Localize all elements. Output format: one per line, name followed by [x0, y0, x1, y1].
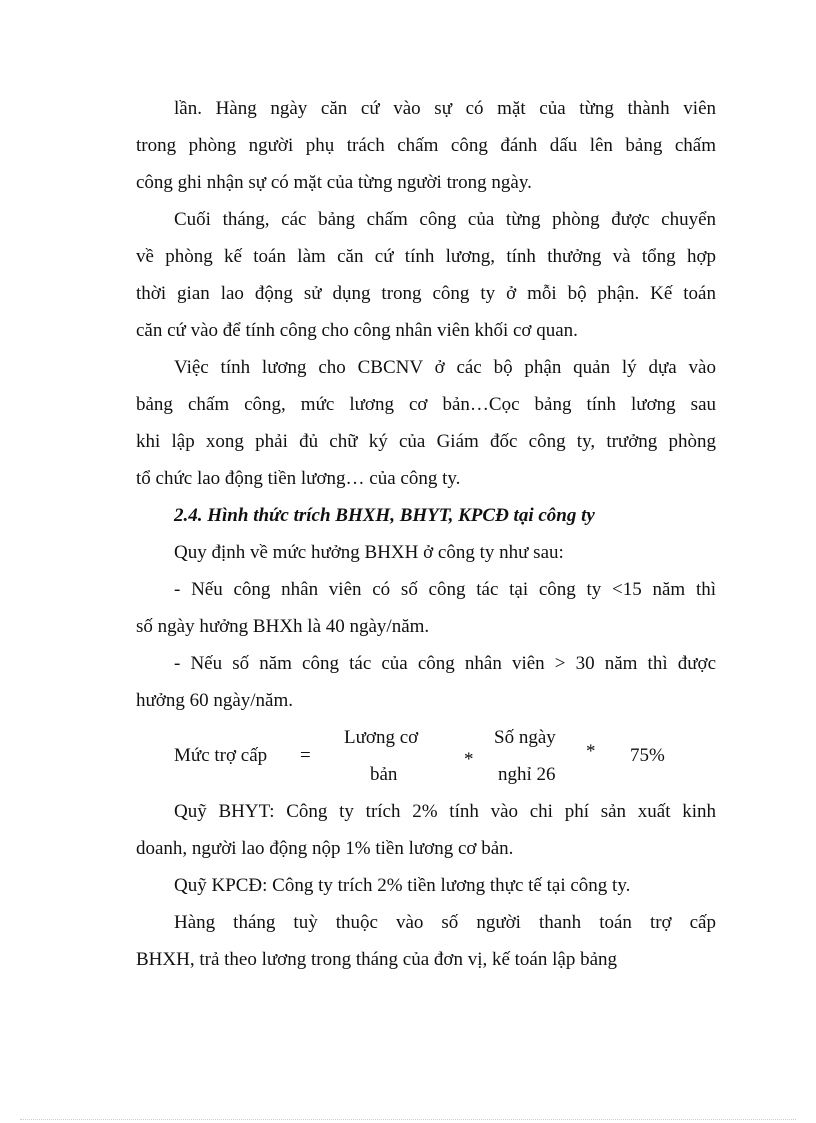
paragraph-attendance: [136, 90, 716, 201]
text-line: BHXH, trả theo lương trong tháng của đơn vị, kế toán lập bảng: [136, 949, 618, 970]
formula-term1-top: Lương cơ: [344, 727, 419, 748]
formula-multiply-2: *: [586, 741, 596, 762]
text-line: trong phòng người phụ trách chấm công đánh dấu lên bảng chấm: [136, 135, 716, 156]
text-line: Quỹ BHYT: Công ty trích 2% tính vào chi phí sản xuất kinh: [174, 801, 716, 822]
text-line: số ngày hưởng BHXh là 40 ngày/năm.: [136, 616, 430, 637]
paragraph-regulation-intro: Quy định về mức hưởng BHXH ở công ty như sau:: [174, 542, 564, 563]
paragraph-salary-calculation: [136, 349, 716, 497]
paragraph-kpcd: Quỹ KPCĐ: Công ty trích 2% tiền lương thực tế tại công ty.: [174, 875, 631, 896]
text-line: Hàng tháng tuỳ thuộc vào số người thanh toán trợ cấp: [174, 912, 716, 933]
text-line: căn cứ vào để tính công cho công nhân viên khối cơ quan.: [136, 320, 578, 341]
paragraph-bhyt: [136, 793, 716, 867]
text-line: khi lập xong phải đủ chữ ký của Giám đốc công ty, trưởng phòng: [136, 431, 716, 452]
text-line: doanh, người lao động nộp 1% tiền lương cơ bản.: [136, 838, 514, 859]
text-line: về phòng kế toán làm căn cứ tính lương, tính thưởng và tổng hợp: [136, 246, 716, 267]
text-line: Cuối tháng, các bảng chấm công của từng phòng được chuyển: [174, 209, 716, 230]
text-line: - Nếu công nhân viên có số công tác tại công ty <15 năm thì: [174, 579, 716, 600]
formula-term2-bottom: nghỉ 26: [498, 764, 556, 785]
text-line: tổ chức lao động tiền lương… của công ty.: [136, 468, 461, 489]
formula-term2-top: Số ngày: [494, 727, 556, 748]
text-line: bảng chấm công, mức lương cơ bản…Cọc bảng tính lương sau: [136, 394, 716, 415]
paragraph-rule-under-15: [136, 571, 716, 645]
paragraph-monthly-payment: [136, 904, 716, 978]
formula-multiply-1: *: [464, 749, 474, 770]
paragraph-rule-over-30: [136, 645, 716, 719]
formula-term1-bottom: bản: [370, 764, 398, 785]
text-line: hưởng 60 ngày/năm.: [136, 690, 294, 711]
page-bottom-border: [20, 1119, 796, 1120]
paragraph-month-end: [136, 201, 716, 349]
section-heading: 2.4. Hình thức trích BHXH, BHYT, KPCĐ tại công ty: [174, 505, 595, 526]
formula-label: Mức trợ cấp: [174, 745, 268, 766]
formula-equals: =: [300, 745, 311, 766]
formula-rate: 75%: [630, 745, 665, 766]
text-line: - Nếu số năm công tác của công nhân viên > 30 năm thì được: [174, 653, 716, 674]
text-line: thời gian lao động sử dụng trong công ty ở mỗi bộ phận. Kế toán: [136, 283, 716, 304]
text-line: lần. Hàng ngày căn cứ vào sự có mặt của từng thành viên: [174, 98, 716, 119]
text-line: Việc tính lương cho CBCNV ở các bộ phận quản lý dựa vào: [174, 357, 716, 378]
text-line: công ghi nhận sự có mặt của từng người trong ngày.: [136, 172, 532, 193]
benefit-formula: [136, 719, 716, 793]
document-page: [136, 90, 716, 978]
